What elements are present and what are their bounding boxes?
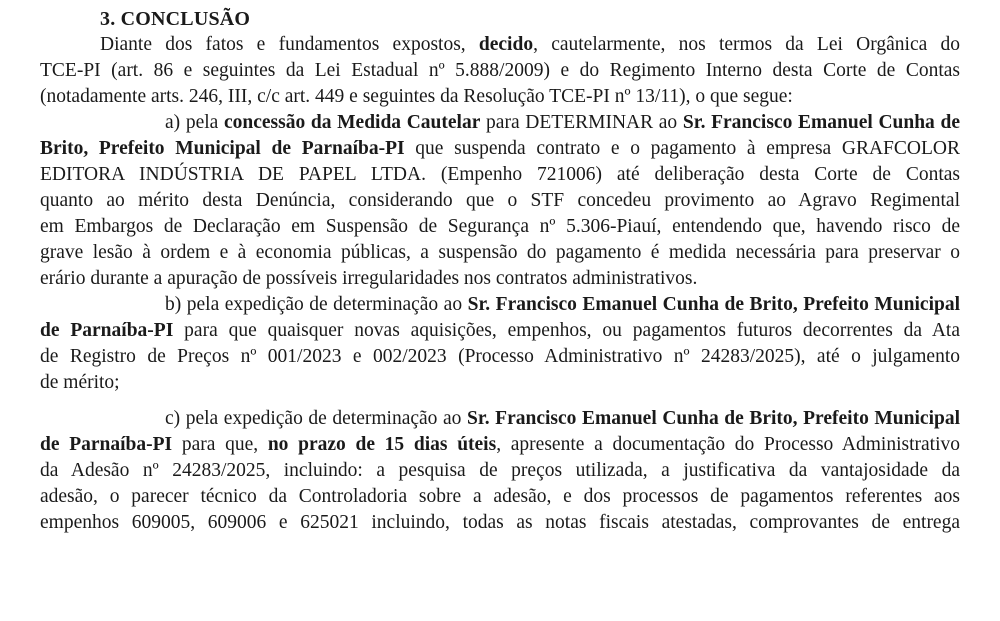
- text-run: de mérito;: [40, 372, 120, 393]
- text-run: adesão, o parecer técnico da Controladoria sobre a adesão, e dos processos de pagamentos referentes aos: [40, 486, 960, 507]
- text-run: EDITORA INDÚSTRIA DE PAPEL LTDA. (Empenho 721006) até deliberação desta Corte de Contas: [40, 164, 960, 185]
- text-run: de Registro de Preços nº 001/2023 e 002/2023 (Processo Administrativo nº 24283/2025), até o julgamento: [40, 346, 960, 367]
- bold-text-run: concessão da Medida Cautelar: [223, 112, 481, 133]
- document-page: [40, 6, 960, 536]
- bold-text-run: Sr. Francisco Emanuel Cunha de Brito, Prefeito Municipal: [467, 408, 960, 429]
- paragraph-spacer: [40, 396, 960, 406]
- text-line: [40, 188, 960, 214]
- bold-text-run: Sr. Francisco Emanuel Cunha de Brito, Prefeito Municipal: [467, 294, 961, 315]
- text-run: , apresente a documentação do Processo Administrativo: [496, 434, 961, 455]
- text-line: [40, 266, 960, 292]
- text-run: para que quaisquer novas aquisições, empenhos, ou pagamentos futuros decorrentes da Ata: [173, 320, 960, 341]
- text-line: [40, 162, 960, 188]
- text-run: (notadamente arts. 246, III, c/c art. 449 e seguintes da Resolução TCE-PI nº 13/11), o que segue:: [40, 86, 793, 107]
- text-line: [40, 110, 960, 136]
- text-run: grave lesão à ordem e à economia públicas, a suspensão do pagamento é medida necessária para preservar o: [40, 242, 960, 263]
- text-run: TCE-PI (art. 86 e seguintes da Lei Estadual nº 5.888/2009) e do Regimento Interno desta Corte de Contas: [40, 60, 960, 81]
- text-run: para DETERMINAR ao: [480, 112, 683, 133]
- text-line: [40, 240, 960, 266]
- bold-text-run: Sr. Francisco Emanuel Cunha de: [682, 112, 960, 133]
- text-line: [40, 318, 960, 344]
- text-line: [40, 214, 960, 240]
- item-a-paragraph: [40, 110, 960, 292]
- text-run: Diante dos fatos e fundamentos expostos,: [100, 34, 479, 55]
- text-line: [40, 484, 960, 510]
- section-heading: 3. CONCLUSÃO: [100, 8, 251, 30]
- text-run: da Adesão nº 24283/2025, incluindo: a pesquisa de preços utilizada, a justificativa da vantajosidade da: [40, 460, 960, 481]
- text-line: [40, 458, 960, 484]
- bold-text-run: decido: [478, 34, 534, 55]
- bold-text-run: no prazo de 15 dias úteis: [267, 434, 497, 455]
- item-c-paragraph: [40, 406, 960, 536]
- intro-paragraph: [40, 32, 960, 110]
- text-line: [40, 292, 960, 318]
- bold-text-run: de Parnaíba-PI: [40, 434, 173, 455]
- text-run: para que,: [172, 434, 268, 455]
- text-line: [40, 370, 960, 396]
- text-line: [40, 432, 960, 458]
- text-line: [40, 406, 960, 432]
- text-run: erário durante a apuração de possíveis irregularidades nos contratos administrativos.: [40, 268, 698, 289]
- text-line: [40, 136, 960, 162]
- bold-text-run: de Parnaíba-PI: [40, 320, 174, 341]
- text-line: [40, 84, 960, 110]
- text-run: c) pela expedição de determinação ao: [165, 408, 467, 429]
- text-line: [40, 58, 960, 84]
- text-run: a) pela: [165, 112, 224, 133]
- text-run: quanto ao mérito desta Denúncia, considerando que o STF concedeu provimento ao Agravo Regimental: [40, 190, 960, 211]
- text-run: , cautelarmente, nos termos da Lei Orgânica do: [533, 34, 960, 55]
- text-run: em Embargos de Declaração em Suspensão de Segurança nº 5.306-Piauí, entendendo que, havendo risco de: [40, 216, 960, 237]
- text-run: empenhos 609005, 609006 e 625021 incluindo, todas as notas fiscais atestadas, comprovantes de entrega: [40, 512, 960, 533]
- text-line: [40, 344, 960, 370]
- bold-text-run: Brito, Prefeito Municipal de Parnaíba-PI: [40, 138, 405, 159]
- text-run: que suspenda contrato e o pagamento à empresa GRAFCOLOR: [404, 138, 960, 159]
- text-run: b) pela expedição de determinação ao: [165, 294, 468, 315]
- item-b-paragraph: [40, 292, 960, 396]
- text-line: [40, 32, 960, 58]
- text-line: [40, 510, 960, 536]
